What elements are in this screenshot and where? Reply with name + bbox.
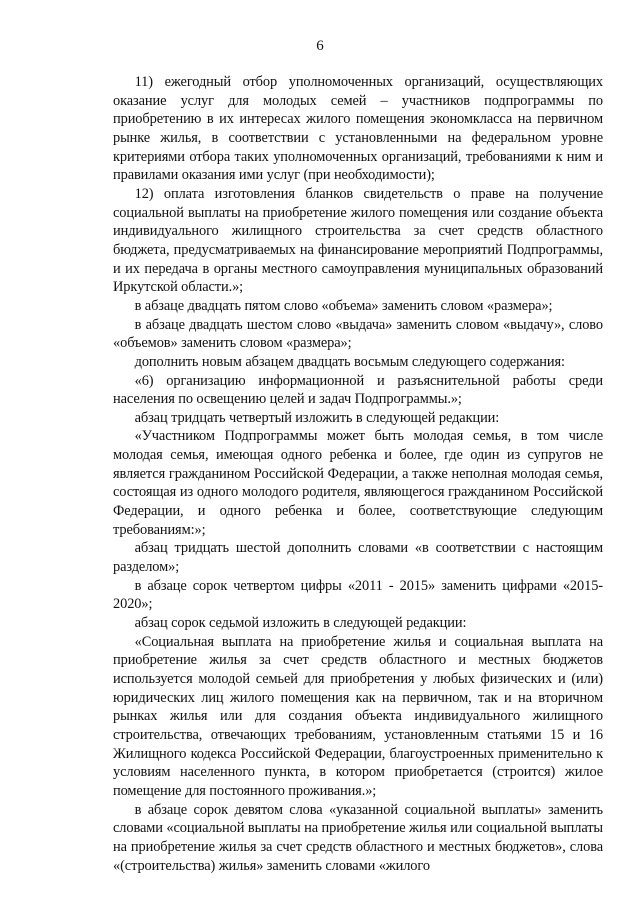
paragraph-amend-26: в абзаце двадцать шестом слово «выдача» заменить словом «выдачу», слово «объемов» заменить словом «размера»; bbox=[113, 316, 603, 352]
document-body bbox=[113, 73, 603, 875]
paragraph-amend-44: в абзаце сорок четвертом цифры «2011 - 2015» заменить цифрами «2015-2020»; bbox=[113, 577, 603, 613]
paragraph-amend-47: абзац сорок седьмой изложить в следующей редакции: bbox=[134, 615, 467, 632]
paragraph-quote-participant: «Участником Подпрограммы может быть молодая семья, в том числе молодая семья, имеющая одного ребенка и более, где один из супругов не является гражданином Российской Федерации, а также неполная молодая семья, состоящая из одного молодого родителя, являющегося гражданином Российской Федерации, и одного ребенка и более, соответствующие следующим требованиям:»; bbox=[113, 428, 603, 538]
paragraph-amend-34: абзац тридцать четвертый изложить в следующей редакции: bbox=[134, 409, 500, 426]
paragraph-quote-social-payment: «Социальная выплата на приобретение жилья и социальная выплата на приобретение жилья за счет средств областного и местных бюджетов используется молодой семьей для приобретения у любых физических и (или) юридических лиц жилого помещения как на первичном, так и на вторичном рынках жилья или для создания объекта индивидуального жилищного строительства, отвечающих требованиям, установленным статьями 15 и 16 Жилищного кодекса Российской Федерации, благоустроенных применительно к условиям населенного пункта, в котором приобретается (строится) жилое помещение для постоянного проживания.»; bbox=[113, 633, 603, 799]
paragraph-add-28: дополнить новым абзацем двадцать восьмым следующего содержания: bbox=[134, 353, 565, 370]
paragraph-amend-49: в абзаце сорок девятом слова «указанной социальной выплаты» заменить словами «социальной выплаты на приобретение жилья или социальной выплаты на приобретение жилья за счет средств областного и местных бюджетов», слова «(строительства) жилья» заменить словами «жилого bbox=[113, 801, 603, 874]
paragraph-amend-36: абзац тридцать шестой дополнить словами «в соответствии с настоящим разделом»; bbox=[113, 540, 603, 576]
paragraph-item-12: 12) оплата изготовления бланков свидетельств о праве на получение социальной выплаты на приобретение жилого помещения или создание объекта индивидуального жилищного строительства за счет средств областного бюджета, предусматриваемых на финансирование мероприятий Подпрограммы, и их передача в органы местного самоуправления муниципальных образований Иркутской области.»; bbox=[113, 185, 603, 296]
page-number: 6 bbox=[316, 38, 324, 54]
paragraph-item-11: 11) ежегодный отбор уполномоченных организаций, осуществляющих оказание услуг для молодых семей – участников подпрограммы по приобретению в их интересах жилого помещения экономкласса на первичном рынке жилья, в соответствии с установленными на федеральном уровне критериями отбора таких уполномоченных организаций, требованиями к ним и правилами оказания ими услуг (при необходимости); bbox=[113, 74, 603, 184]
paragraph-item-6: «6) организацию информационной и разъяснительной работы среди населения по освещению целей и задач Подпрограммы.»; bbox=[113, 372, 603, 408]
paragraph-amend-25: в абзаце двадцать пятом слово «объема» заменить словом «размера»; bbox=[134, 297, 553, 314]
